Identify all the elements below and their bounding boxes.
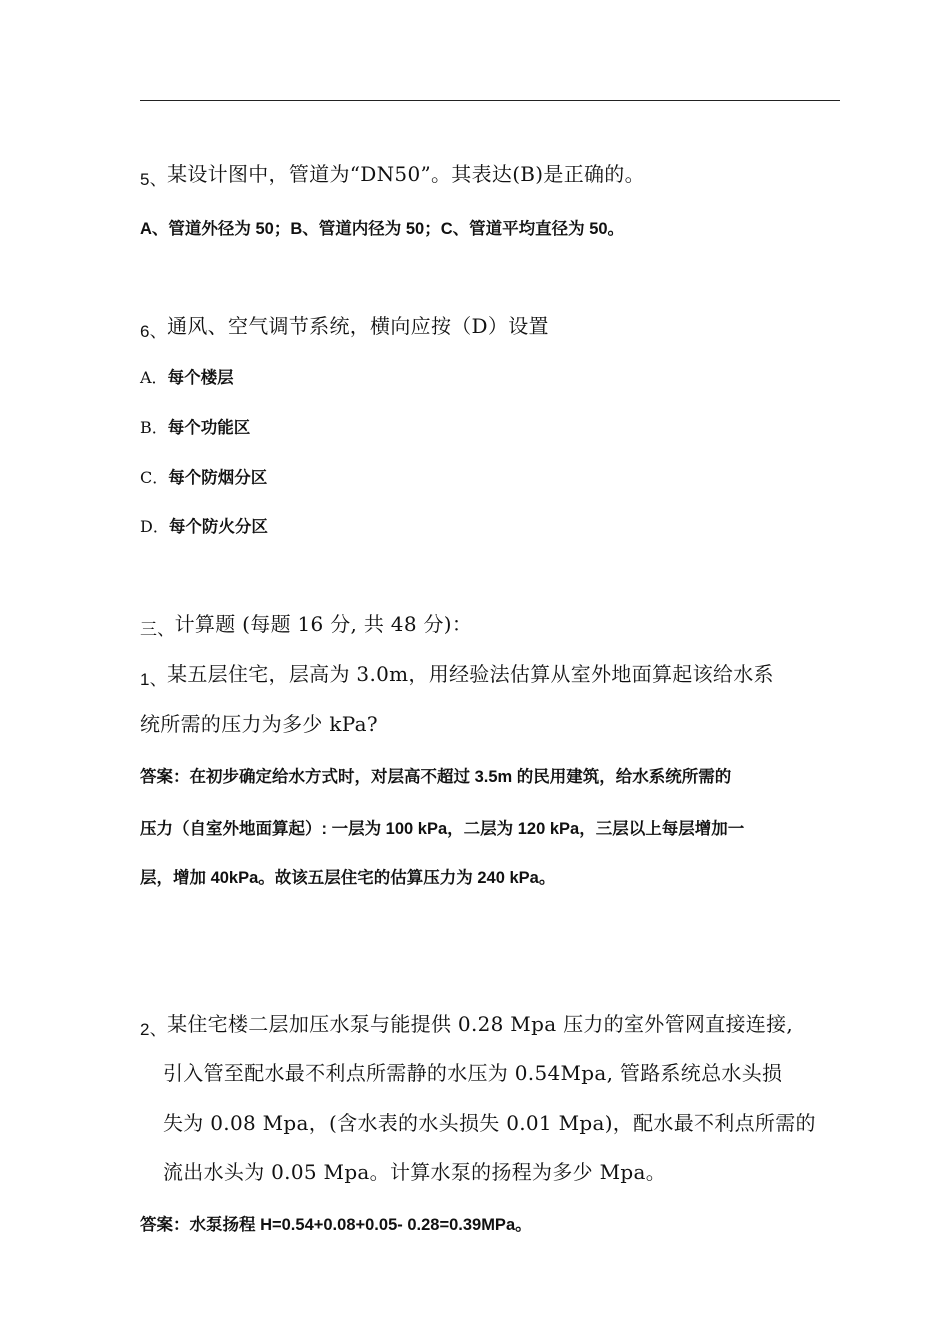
calc-question-2-line-2: 引入管至配水最不利点所需静的水压为 0.54Mpa, 管路系统总水头损 bbox=[163, 1061, 783, 1085]
question-5 bbox=[140, 158, 645, 190]
question-6 bbox=[140, 310, 549, 342]
option-c bbox=[140, 464, 267, 488]
answer-1-line-3: 层，增加 40kPa。故该五层住宅的估算压力为 240 kPa。 bbox=[140, 869, 556, 887]
answer-1-line-1: 答案：在初步确定给水方式时，对层高不超过 3.5m 的民用建筑，给水系统所需的 bbox=[140, 768, 732, 786]
question-text: 通风、空气调节系统，横向应按（D）设置 bbox=[167, 314, 549, 338]
option-text: 每个楼层 bbox=[167, 369, 234, 387]
option-letter: D． bbox=[140, 517, 169, 536]
option-text: 每个防烟分区 bbox=[168, 469, 268, 487]
section-heading bbox=[140, 608, 472, 640]
calc-question-2-line-3: 失为 0.08 Mpa，(含水表的水头损失 0.01 Mpa)，配水最不利点所需的 bbox=[163, 1111, 816, 1135]
answer-1-line-2: 压力（自室外地面算起）: 一层为 100 kPa，二层为 120 kPa，三层以上每层增加一 bbox=[140, 820, 745, 838]
section-number: 三、 bbox=[140, 620, 175, 639]
calc-question-2-line-1 bbox=[140, 1008, 793, 1040]
option-text: 每个防火分区 bbox=[168, 518, 268, 536]
calc-question-2-line-4: 流出水头为 0.05 Mpa。计算水泵的扬程为多少 Mpa。 bbox=[163, 1160, 667, 1184]
option-b bbox=[140, 414, 250, 438]
option-letter: A． bbox=[140, 368, 168, 387]
question-5-options: A、管道外径为 50；B、管道内径为 50；C、管道平均直径为 50。 bbox=[140, 220, 625, 238]
option-text: 每个功能区 bbox=[167, 419, 251, 437]
question-text: 某设计图中，管道为“DN50”。其表达(B)是正确的。 bbox=[167, 162, 645, 186]
question-text: 某住宅楼二层加压水泵与能提供 0.28 Mpa 压力的室外管网直接连接, bbox=[167, 1012, 794, 1036]
option-letter: C． bbox=[140, 468, 169, 487]
calc-question-1-line-2: 统所需的压力为多少 kPa? bbox=[140, 712, 378, 736]
calc-question-1-line-1 bbox=[140, 658, 774, 690]
question-text: 某五层住宅，层高为 3.0m，用经验法估算从室外地面算起该给水系 bbox=[167, 662, 774, 686]
option-a bbox=[140, 364, 234, 388]
option-letter: B． bbox=[140, 418, 168, 437]
question-number: 1、 bbox=[140, 670, 168, 689]
question-number: 6、 bbox=[140, 322, 168, 341]
section-title: 计算题 (每题 16 分, 共 48 分)： bbox=[174, 612, 473, 636]
header-rule bbox=[140, 100, 840, 101]
option-d bbox=[140, 513, 268, 537]
question-number: 2、 bbox=[140, 1020, 168, 1039]
answer-2: 答案：水泵扬程 H=0.54+0.08+0.05- 0.28=0.39MPa。 bbox=[140, 1216, 532, 1234]
question-number: 5、 bbox=[140, 170, 168, 189]
